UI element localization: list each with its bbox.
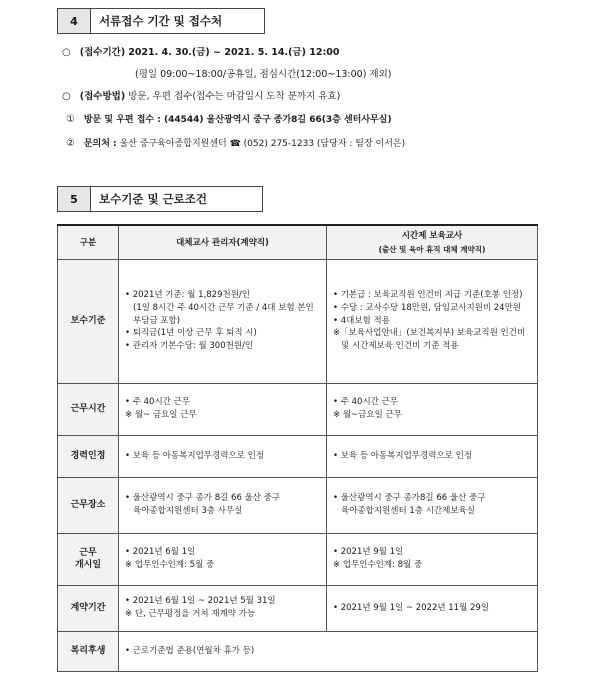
table-row <box>58 533 538 585</box>
cell-line: ※ 업무인수인계: 5월 중 <box>125 560 215 570</box>
period-note: (평일 09:00~18:00/공휴일, 점심시간(12:00~13:00) 제외) <box>135 69 392 80</box>
cell-line: • 보육 등 아동복지업무경력으로 인정 <box>333 450 472 461</box>
method-value: 방문, 우편 접수(접수는 마감일시 도착 분까지 유효) <box>128 91 341 102</box>
col-head-category: 구분 <box>58 225 119 259</box>
manager-contract-cell <box>119 585 327 631</box>
cell-line: 육아종합지원센터 1층 시간제보육실 <box>341 506 475 516</box>
manager-pay-cell <box>119 259 327 383</box>
item-2-label: 문의처 : <box>83 139 117 149</box>
parttime-start-cell <box>327 533 538 585</box>
parttime-pay-cell <box>327 259 538 383</box>
cell-line: • 2021년 6월 1일 <box>125 547 196 558</box>
item-1-line <box>66 112 392 125</box>
conditions-table <box>57 224 538 672</box>
table-row <box>58 631 538 671</box>
cell-line: ※「보육사업안내」(보건복지부) 보육교직원 인건비 <box>333 328 526 339</box>
cell-line: • 울산광역시 중구 종가8길 66 울산 중구 <box>333 493 486 504</box>
section-5-number: 5 <box>57 186 91 212</box>
item-2-text: 울산 중구육아종합지원센터 ☎ (052) 275-1233 (담당자 : 팀장 이서은) <box>119 139 406 149</box>
row-label-line: 근무 <box>79 547 97 558</box>
cell-line: (1일 8시간 주 40시간 근무 기준 / 4대 보험 본인 <box>133 302 314 313</box>
section-5-title: 보수기준 및 근로조건 <box>91 186 263 212</box>
col-head-parttime-title: 시간제 보육교사 <box>401 231 463 242</box>
period-line <box>62 44 339 58</box>
parttime-career-cell <box>327 435 538 477</box>
row-label: 계약기간 <box>58 585 119 631</box>
cell-line: ※ 단, 근무평정을 거쳐 재계약 가능 <box>125 609 256 619</box>
cell-line: • 관리자 기본수당: 월 300천원/인 <box>125 341 254 352</box>
row-label: 근무시간 <box>58 383 119 435</box>
cell-line: 부담금 포함) <box>133 315 181 326</box>
manager-location-cell <box>119 477 327 533</box>
cell-line: • 울산광역시 중구 종가 8길 66 울산 중구 <box>125 493 281 504</box>
cell-line: • 퇴직금(1년 이상 근무 후 퇴직 시) <box>125 328 257 339</box>
cell-line: • 주 40시간 근무 <box>125 397 190 408</box>
cell-line: • 근로기준법 준용(연월차 휴가 등) <box>125 645 255 656</box>
table-row <box>58 383 538 435</box>
col-head-parttime <box>327 225 538 259</box>
cell-line: • 2021년 9월 1일 <box>333 547 404 558</box>
cell-line: • 기본급 : 보육교직원 인건비 지급 기준(호봉 인정) <box>333 290 523 301</box>
section-4-title: 서류접수 기간 및 접수처 <box>91 8 265 34</box>
row-label <box>58 533 119 585</box>
row-label: 근무장소 <box>58 477 119 533</box>
manager-start-cell <box>119 533 327 585</box>
table-row <box>58 477 538 533</box>
parttime-hours-cell <box>327 383 538 435</box>
table-row <box>58 435 538 477</box>
cell-line: • 2021년 기준: 월 1,829천원/인 <box>125 290 250 301</box>
table-header-row <box>58 225 538 259</box>
row-label: 경력인정 <box>58 435 119 477</box>
section-4-header <box>57 8 265 34</box>
col-head-parttime-sub: (출산 및 육아 휴직 대체 계약직) <box>378 245 486 255</box>
cell-line: • 2021년 9월 1일 ~ 2022년 11월 29일 <box>333 602 490 613</box>
item-2-line <box>66 136 405 149</box>
cell-line: ※ 월~금요일 근무 <box>333 410 402 420</box>
method-line <box>62 88 340 102</box>
cell-line: 및 시간제보육 인건비 기준 적용 <box>341 341 459 352</box>
row-label: 복리후생 <box>58 631 119 671</box>
cell-line: ※ 업무인수인계: 8월 중 <box>333 560 423 570</box>
col-head-manager: 대체교사 관리자(계약직) <box>119 225 327 259</box>
item-1-number: ① <box>66 114 75 125</box>
item-1-text: 방문 및 우편 접수 : (44544) 울산광역시 중구 종가8길 66(3층 센터사무실) <box>83 115 392 125</box>
cell-line: ※ 월~ 금요일 근무 <box>125 410 197 420</box>
row-label-line: 개시일 <box>74 560 102 570</box>
parttime-location-cell <box>327 477 538 533</box>
welfare-cell <box>119 631 538 671</box>
item-2-number: ② <box>66 138 75 149</box>
manager-hours-cell <box>119 383 327 435</box>
parttime-contract-cell <box>327 585 538 631</box>
section-5-header <box>57 186 263 212</box>
row-label: 보수기준 <box>58 259 119 383</box>
table-row <box>58 585 538 631</box>
period-label: (접수기간) <box>79 47 126 58</box>
cell-line: • 수당 : 교사수당 18만원, 담임교사지원비 24만원 <box>333 302 522 313</box>
cell-line: 육아종합지원센터 3층 사무실 <box>133 506 243 516</box>
cell-line: • 주 40시간 근무 <box>333 397 398 408</box>
method-label: (접수방법) <box>79 91 126 102</box>
manager-career-cell <box>119 435 327 477</box>
section-4-number: 4 <box>57 8 91 34</box>
circle-bullet-icon: ○ <box>62 47 71 58</box>
period-value: 2021. 4. 30.(금) ~ 2021. 5. 14.(금) 12:00 <box>128 47 340 58</box>
cell-line: • 4대보험 적용 <box>333 315 390 326</box>
cell-line: • 보육 등 아동복지업무경력으로 인정 <box>125 450 264 461</box>
table-row <box>58 259 538 383</box>
circle-bullet-icon: ○ <box>62 91 71 102</box>
cell-line: • 2021년 6월 1일 ~ 2021년 5월 31일 <box>125 596 276 607</box>
